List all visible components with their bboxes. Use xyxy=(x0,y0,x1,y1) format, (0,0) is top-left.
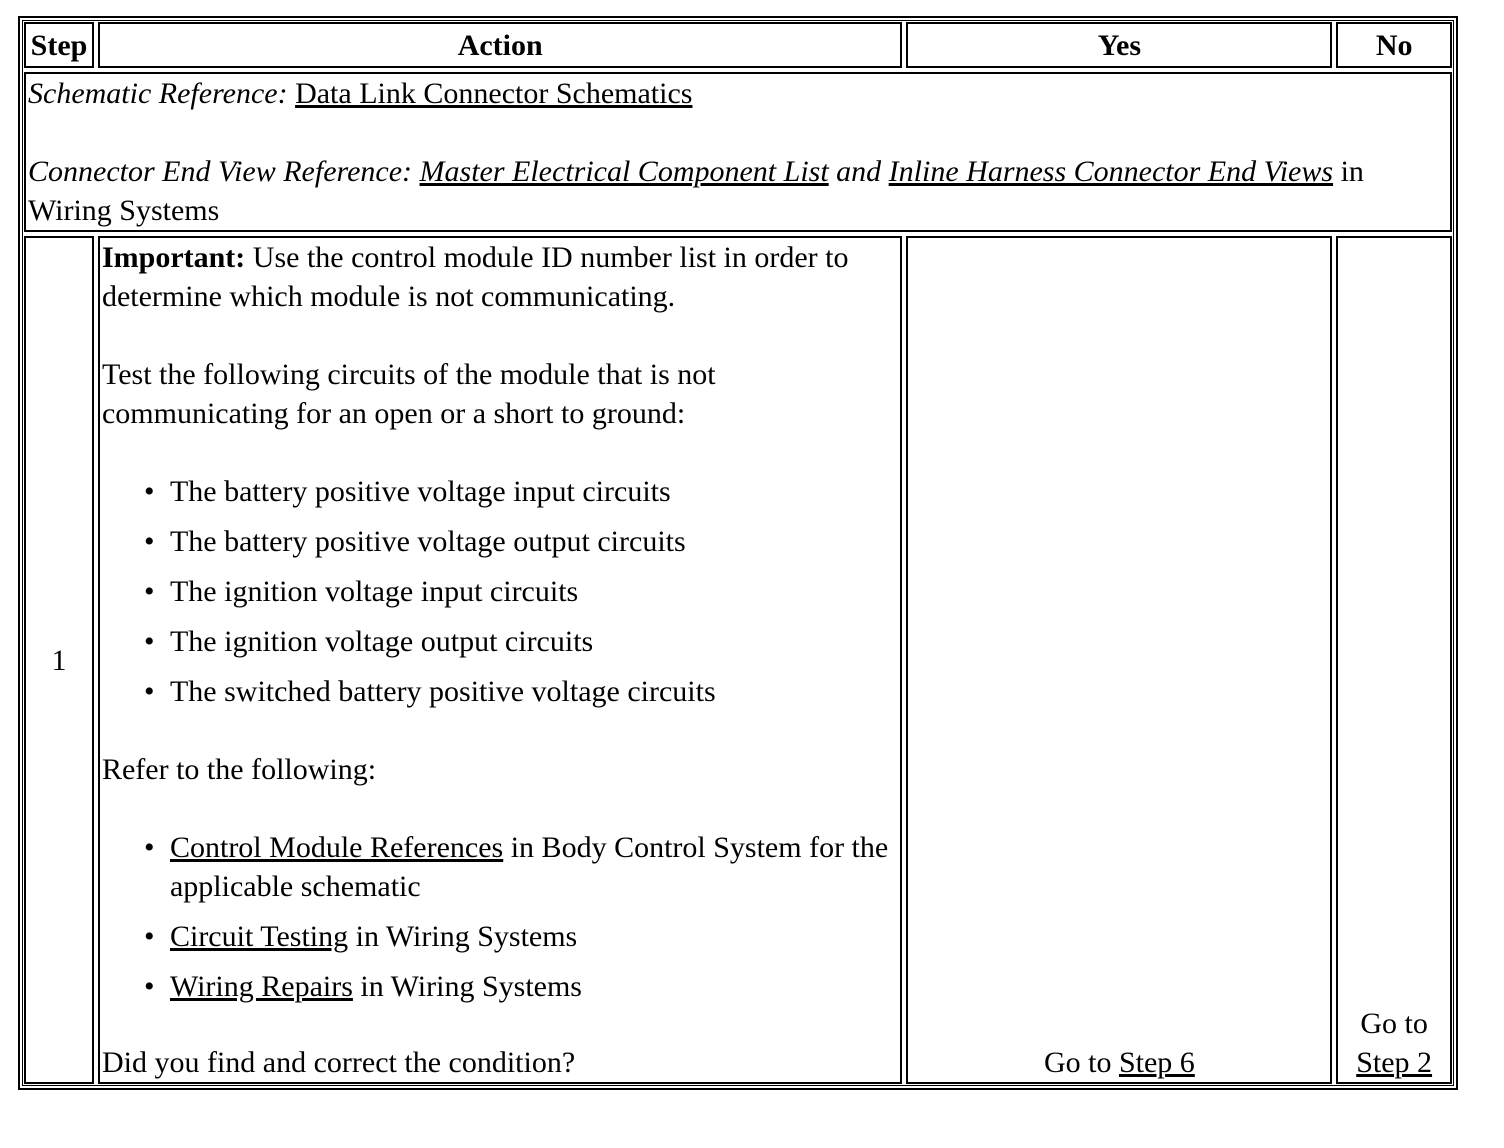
yes-prefix: Go to xyxy=(1043,1046,1119,1079)
go-to-step-6-link[interactable]: Step 6 xyxy=(1118,1046,1195,1079)
test-intro: Test the following circuits of the module that is not communicating for an open or a short to ground: xyxy=(101,358,716,430)
step-1-yes xyxy=(906,236,1332,1084)
connector-reference xyxy=(28,152,1448,230)
schematic-reference xyxy=(28,74,1448,113)
circuit-list xyxy=(102,472,898,711)
header-row xyxy=(24,22,1452,68)
reference-list xyxy=(102,828,898,1006)
header-step: Step xyxy=(24,22,94,68)
list-item: • The battery positive voltage output circuits xyxy=(143,525,686,558)
master-component-list-link[interactable]: Master Electrical Component List xyxy=(419,155,829,188)
connector-and: and xyxy=(828,155,889,188)
reference-row xyxy=(24,72,1452,232)
step-1-row xyxy=(24,236,1452,1084)
list-item: • The ignition voltage output circuits xyxy=(143,625,594,658)
reference-cell xyxy=(24,72,1452,232)
control-module-references-link[interactable]: Control Module References xyxy=(169,831,504,864)
list-item: • Circuit Testing in Wiring Systems xyxy=(143,920,578,953)
important-text: Use the control module ID number list in order to determine which module is not communicating. xyxy=(101,241,849,313)
connector-suffix: in Wiring Systems xyxy=(28,155,1364,227)
list-item: • The switched battery positive voltage circuits xyxy=(143,675,716,708)
list-item: • The ignition voltage input circuits xyxy=(143,575,579,608)
list-item: • The battery positive voltage input circuits xyxy=(143,475,671,508)
important-note xyxy=(102,238,898,316)
connector-reference-label: Connector End View Reference: xyxy=(28,155,420,188)
step-1-action xyxy=(98,236,902,1084)
circuit-testing-link[interactable]: Circuit Testing xyxy=(169,920,349,953)
schematic-reference-label: Schematic Reference: xyxy=(28,77,296,110)
list-item: • Wiring Repairs in Wiring Systems xyxy=(143,970,582,1003)
no-prefix: Go to xyxy=(1360,1007,1428,1040)
question: Did you find and correct the condition? xyxy=(101,1046,576,1079)
schematic-link[interactable]: Data Link Connector Schematics xyxy=(295,77,693,110)
header-yes: Yes xyxy=(906,22,1332,68)
step-1-no xyxy=(1336,236,1452,1084)
list-item: • Control Module References in Body Control System for the applicable schematic xyxy=(143,831,889,903)
wiring-repairs-link[interactable]: Wiring Repairs xyxy=(169,970,353,1003)
step-number: 1 xyxy=(24,236,94,1084)
diagnostic-table xyxy=(18,16,1458,1090)
go-to-step-2-link[interactable]: Step 2 xyxy=(1356,1046,1433,1079)
header-action: Action xyxy=(98,22,902,68)
refer-intro: Refer to the following: xyxy=(101,753,377,786)
header-no: No xyxy=(1336,22,1452,68)
inline-harness-link[interactable]: Inline Harness Connector End Views xyxy=(888,155,1334,188)
important-label: Important: xyxy=(101,241,246,274)
